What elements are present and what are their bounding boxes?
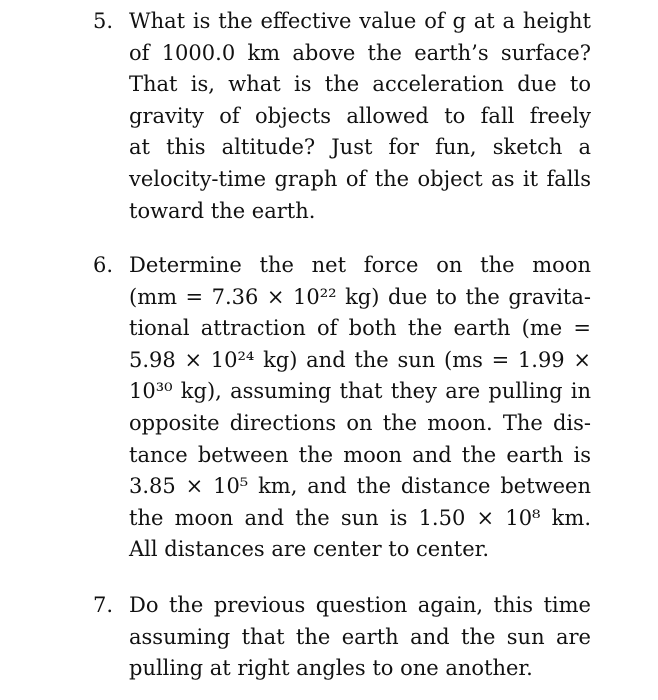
problem-line: of 1000.0 km above the earth’s surface? (129, 40, 591, 65)
problem-line: velocity-time graph of the object as it falls (129, 167, 591, 191)
problem-line: gravity of objects allowed to fall freely (129, 103, 591, 128)
problem-line: toward the earth. (129, 198, 316, 223)
problem-line: All distances are center to center. (129, 537, 490, 562)
problem-line: assuming that the earth and the sun are (129, 624, 591, 649)
problem-line: 5.98 × 10²⁴ kg) and the sun (ms = 1.99 × (129, 347, 591, 372)
problem-line: Determine the net force on the moon (129, 253, 591, 277)
problem-line: opposite directions on the moon. The dis- (129, 411, 591, 435)
problem-line: What is the effective value of g at a height (129, 9, 591, 33)
problem-line: tance between the moon and the earth is (129, 442, 591, 467)
problem-line: pulling at right angles to one another. (129, 656, 533, 681)
problem-line: (mm = 7.36 × 10²² kg) due to the gravita- (129, 284, 591, 309)
problem-line: at this altitude? Just for fun, sketch a (129, 135, 591, 160)
problem-line: 10³⁰ kg), assuming that they are pulling in (129, 379, 591, 404)
problem-line: Do the previous question again, this time (129, 593, 591, 617)
problem-number: 6. (93, 253, 114, 277)
problem-number: 7. (93, 593, 114, 617)
problem-line: 3.85 × 10⁵ km, and the distance between (129, 474, 591, 499)
problem-line: the moon and the sun is 1.50 × 10⁸ km. (129, 505, 591, 530)
problem-line: That is, what is the acceleration due to (129, 72, 591, 97)
problem-number: 5. (93, 9, 114, 33)
problem-line: tional attraction of both the earth (me = (129, 316, 591, 341)
